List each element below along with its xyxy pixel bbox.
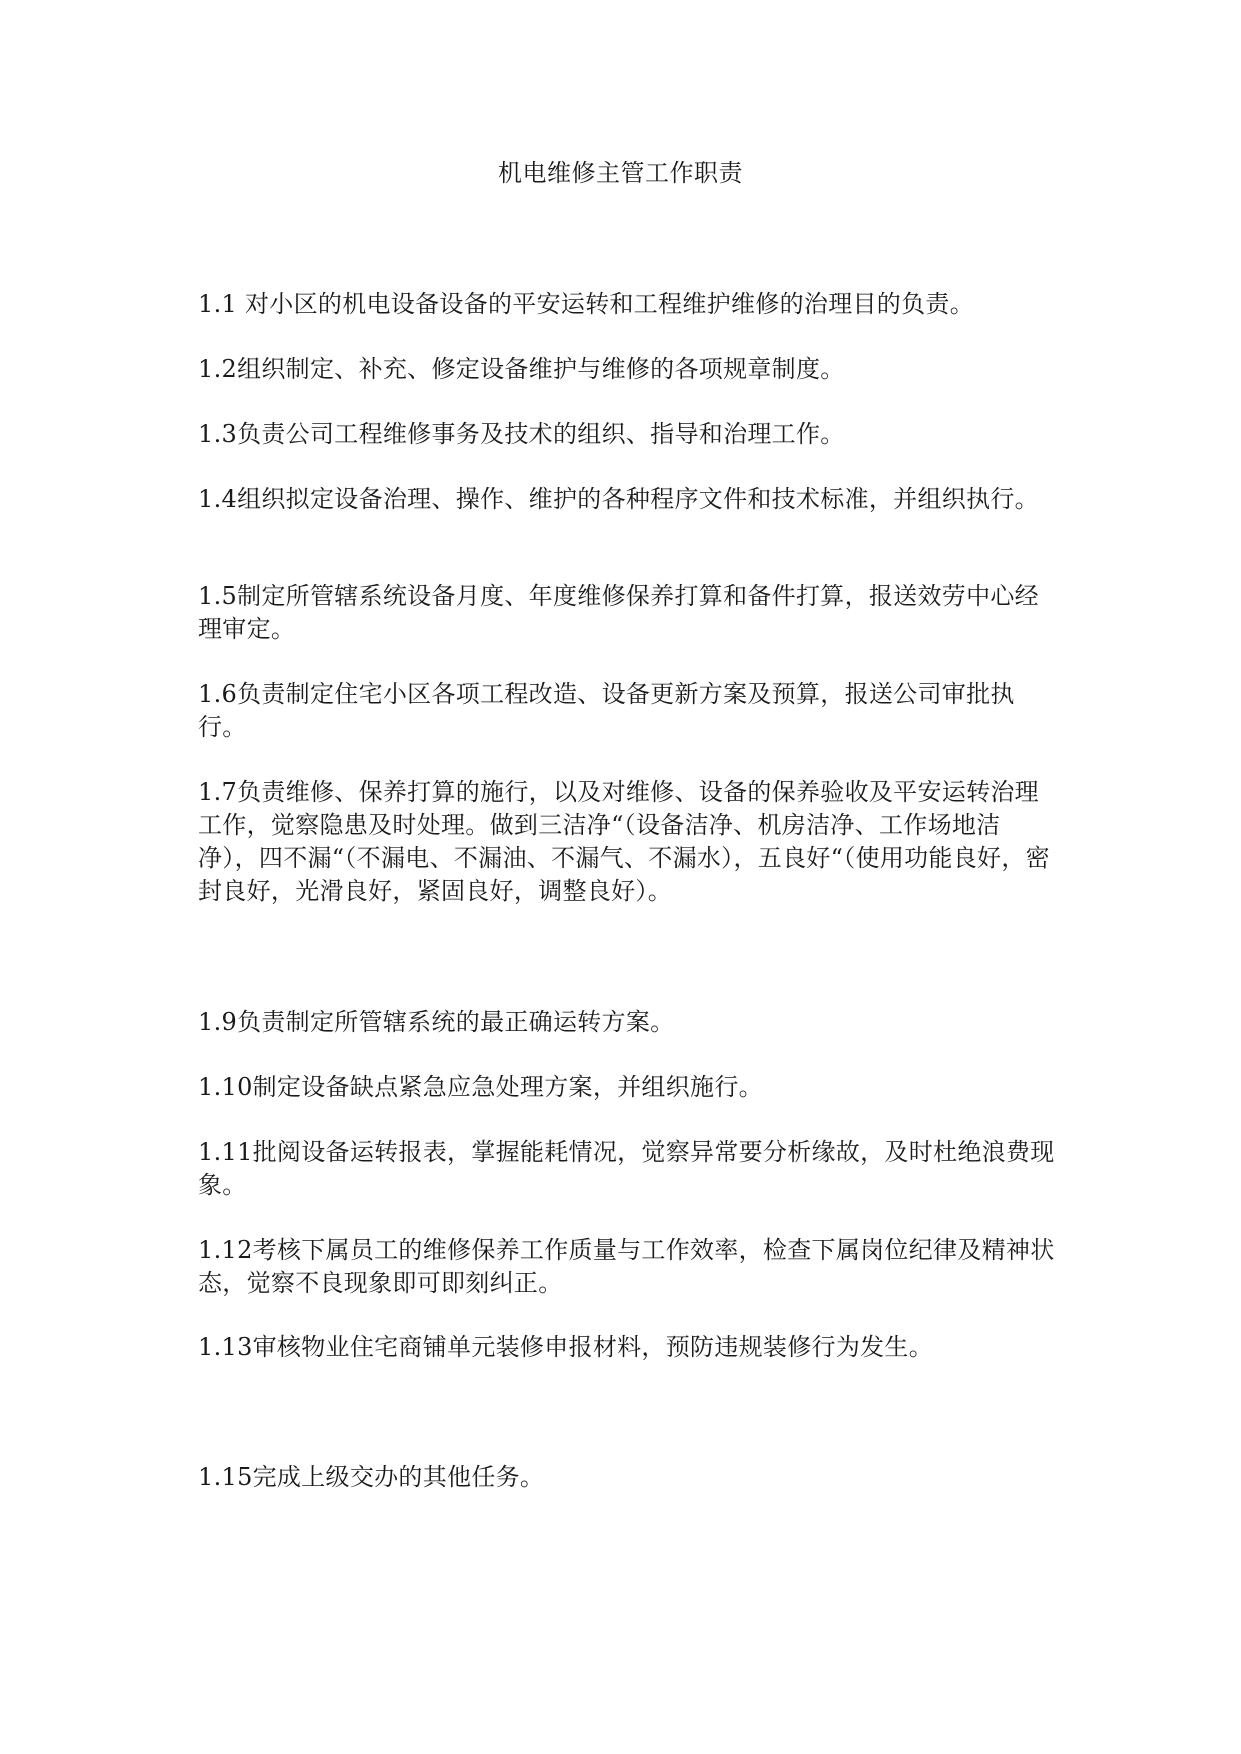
duty-item-1-2: 1.2组织制定、补充、修定设备维护与维修的各项规章制度。 xyxy=(198,355,845,383)
duty-item-1-15: 1.15完成上级交办的其他任务。 xyxy=(198,1463,545,1491)
duty-item-1-6: 1.6负责制定住宅小区各项工程改造、设备更新方案及预算，报送公司审批执行。 xyxy=(198,680,1015,741)
duty-item-1-4: 1.4组织拟定设备治理、操作、维护的各种程序文件和技术标准，并组织执行。 xyxy=(198,485,1039,513)
duty-item-1-13: 1.13审核物业住宅商铺单元装修申报材料，预防违规装修行为发生。 xyxy=(198,1333,934,1361)
page-title: 机电维修主管工作职责 xyxy=(498,159,743,187)
duty-item-1-12: 1.12考核下属员工的维修保养工作质量与工作效率，检查下属岗位纪律及精神状态，觉察不良现象即可即刻纠正。 xyxy=(198,1236,1055,1297)
duty-item-1-7: 1.7负责维修、保养打算的施行，以及对维修、设备的保养验收及平安运转治理工作，觉察隐患及时处理。做到三洁净“（设备洁净、机房洁净、工作场地洁净），四不漏“（不漏电、不漏油、不漏气、不漏水），五良好“（使用功能良好，密封良好，光滑良好，紧固良好，调整良好）。 xyxy=(198,778,1050,905)
duty-item-1-11: 1.11批阅设备运转报表，掌握能耗情况，觉察异常要分析缘故，及时杜绝浪费现象。 xyxy=(198,1138,1055,1199)
duty-item-1-3: 1.3负责公司工程维修事务及技术的组织、指导和治理工作。 xyxy=(198,420,845,448)
duty-item-1-9: 1.9负责制定所管辖系统的最正确运转方案。 xyxy=(198,1008,675,1036)
duty-item-1-1: 1.1 对小区的机电设备设备的平安运转和工程维护维修的治理目的负责。 xyxy=(198,290,974,318)
duty-item-1-10: 1.10制定设备缺点紧急应急处理方案，并组织施行。 xyxy=(198,1073,763,1101)
duty-item-1-5: 1.5制定所管辖系统设备月度、年度维修保养打算和备件打算，报送效劳中心经理审定。 xyxy=(198,582,1039,643)
